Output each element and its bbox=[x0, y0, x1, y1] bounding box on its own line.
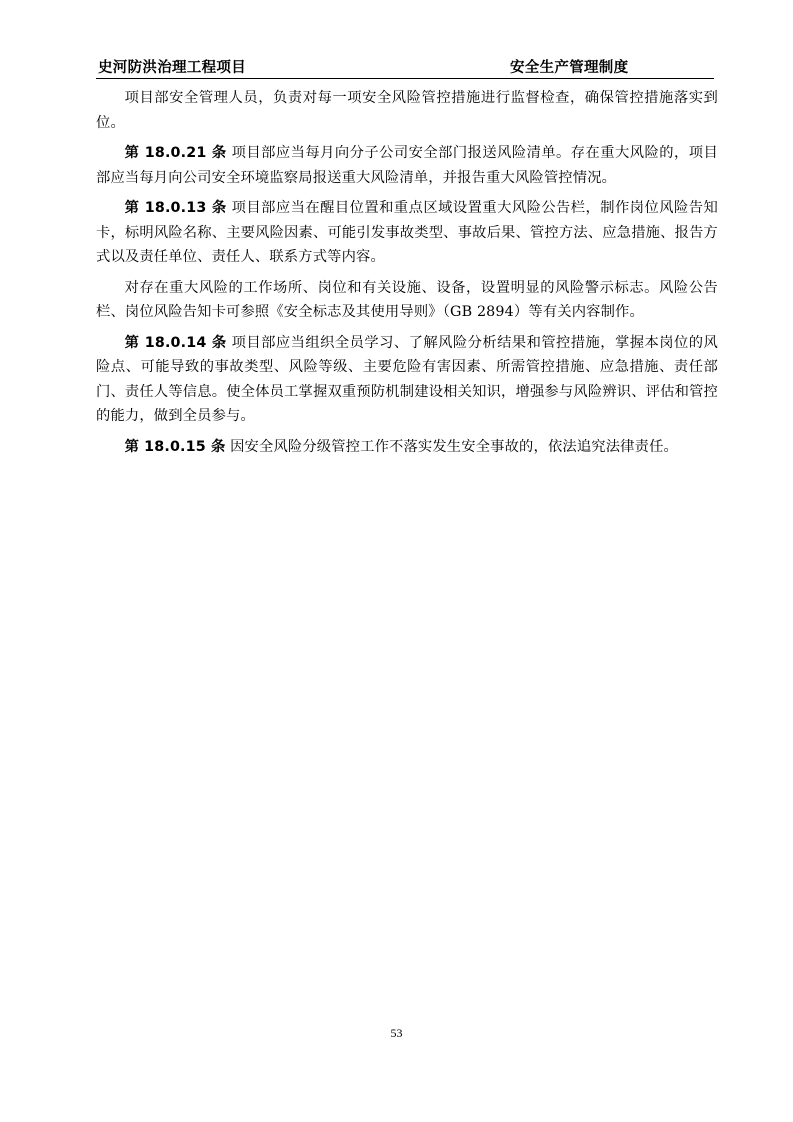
article-number: 第 18.0.21 条 bbox=[124, 145, 227, 161]
header-document-title: 安全生产管理制度 bbox=[510, 60, 629, 76]
article-text: 项目部应当在醒目位置和重点区域设置重大风险公告栏，制作岗位风险告知卡，标明风险名称、主要风险因素、可能引发事故类型、事故后果、管控方法、应急措施、报告方式以及责任单位、责任人、联系方式等内容。 bbox=[96, 200, 718, 265]
paragraph-text: 对存在重大风险的工作场所、岗位和有关设施、设备，设置明显的风险警示标志。风险公告栏、岗位风险告知卡可参照《安全标志及其使用导则》（GB 2894）等有关内容制作。 bbox=[96, 279, 718, 320]
page-header bbox=[96, 58, 714, 80]
article-number: 第 18.0.15 条 bbox=[124, 438, 226, 455]
paragraph-continuation bbox=[96, 86, 718, 135]
page-number: 53 bbox=[390, 1026, 403, 1040]
document-body bbox=[96, 86, 718, 465]
article-number: 第 18.0.14 条 bbox=[124, 334, 227, 351]
article-text: 项目部应当组织全员学习、了解风险分析结果和管控措施，掌握本岗位的风险点、可能导致的事故类型、风险等级、主要危险有害因素、所需管控措施、应急措施、责任部门、责任人等信息。使全体员工掌握双重预防机制建设相关知识，增强参与风险辨识、评估和管控的能力，做到全员参与。 bbox=[96, 334, 718, 424]
article-18-0-21 bbox=[96, 141, 718, 190]
article-number: 第 18.0.13 条 bbox=[124, 200, 227, 216]
paragraph-warning-signs bbox=[96, 276, 718, 325]
paragraph-text: 项目部安全管理人员，负责对每一项安全风险管控措施进行监督检查，确保管控措施落实到位。 bbox=[96, 90, 718, 131]
article-18-0-15 bbox=[96, 435, 718, 460]
article-text: 因安全风险分级管控工作不落实发生安全事故的，依法追究法律责任。 bbox=[230, 438, 678, 455]
header-divider bbox=[96, 78, 714, 79]
article-18-0-14 bbox=[96, 331, 718, 429]
article-18-0-13 bbox=[96, 196, 718, 270]
article-text: 项目部应当每月向分子公司安全部门报送风险清单。存在重大风险的，项目部应当每月向公司安全环境监察局报送重大风险清单，并报告重大风险管控情况。 bbox=[96, 145, 718, 186]
header-project-title: 史河防洪治理工程项目 bbox=[98, 60, 246, 76]
